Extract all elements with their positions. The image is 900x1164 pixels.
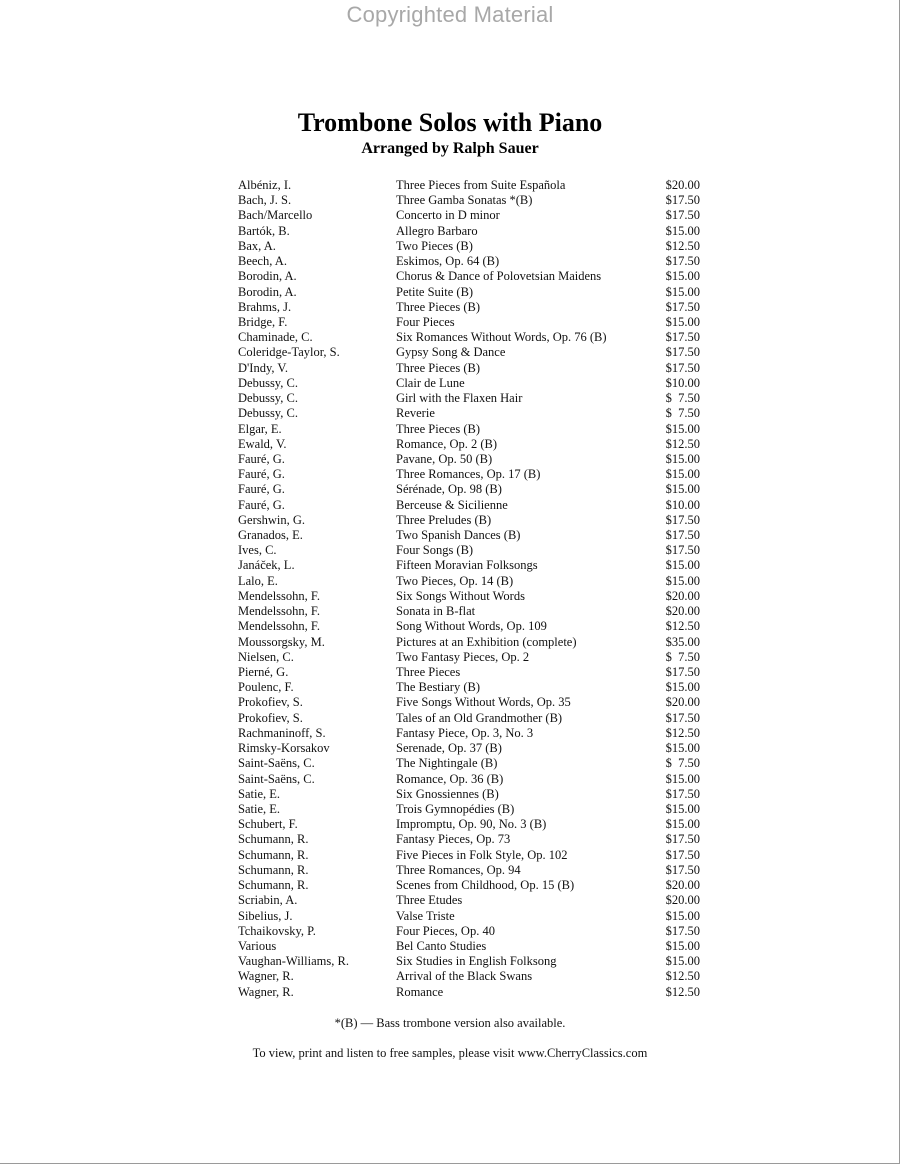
work-title: Four Pieces, Op. 40 (396, 923, 495, 938)
work-title: Three Preludes (B) (396, 512, 492, 527)
composer-name: Lalo, E. (238, 573, 278, 588)
work-title: Three Pieces from Suite Española (396, 178, 566, 192)
catalog-row (238, 269, 702, 284)
work-title: Four Songs (B) (396, 543, 474, 558)
composer-name: Vaughan-Williams, R. (238, 954, 349, 969)
work-title: Bel Canto Studies (396, 938, 487, 953)
work-title: Two Pieces (B) (396, 238, 473, 253)
price: $20.00 (665, 893, 700, 908)
work-title: Serenade, Op. 37 (B) (396, 741, 502, 756)
catalog-row (238, 802, 702, 817)
composer-name: Mendelssohn, F. (238, 604, 320, 619)
price: $17.50 (665, 923, 700, 938)
price: $35.00 (665, 634, 700, 649)
price: $17.50 (665, 832, 700, 847)
price: $17.50 (665, 862, 700, 877)
price: $12.50 (665, 725, 700, 740)
work-title: Five Songs Without Words, Op. 35 (396, 695, 571, 710)
price: $15.00 (665, 938, 700, 953)
work-title: Six Songs Without Words (396, 588, 525, 603)
price: $20.00 (665, 878, 700, 893)
composer-name: Schumann, R. (238, 878, 309, 893)
price: $12.50 (665, 238, 700, 253)
composer-name: Granados, E. (238, 528, 303, 543)
price: $15.00 (665, 482, 700, 497)
work-title: Three Romances, Op. 94 (396, 862, 521, 877)
catalog-row (238, 924, 702, 939)
composer-name: Coleridge-Taylor, S. (238, 345, 340, 360)
price: $15.00 (665, 801, 700, 816)
work-title: Allegro Barbaro (396, 223, 478, 238)
catalog-list (238, 178, 702, 1000)
composer-name: Various (238, 938, 277, 953)
composer-name: Scriabin, A. (238, 893, 298, 908)
price: $15.00 (665, 451, 700, 466)
work-title: Girl with the Flaxen Hair (396, 391, 523, 406)
catalog-row (238, 330, 702, 345)
work-title: Pavane, Op. 50 (B) (396, 451, 493, 466)
composer-name: Ewald, V. (238, 436, 287, 451)
price: $15.00 (665, 817, 700, 832)
catalog-row (238, 361, 702, 376)
composer-name: Debussy, C. (238, 406, 298, 421)
composer-name: Borodin, A. (238, 284, 297, 299)
catalog-row (238, 604, 702, 619)
price: $17.50 (665, 710, 700, 725)
work-title: Sérénade, Op. 98 (B) (396, 482, 502, 497)
price: $20.00 (665, 588, 700, 603)
catalog-row (238, 650, 702, 665)
price: $17.50 (665, 254, 700, 269)
catalog-row (238, 954, 702, 969)
price: $ 7.50 (665, 391, 700, 406)
work-title: Gypsy Song & Dance (396, 345, 506, 360)
catalog-row (238, 285, 702, 300)
catalog-row (238, 452, 702, 467)
price: $17.50 (665, 528, 700, 543)
catalog-row (238, 254, 702, 269)
composer-name: Mendelssohn, F. (238, 588, 320, 603)
price: $20.00 (665, 604, 700, 619)
price: $17.50 (665, 330, 700, 345)
work-title: Arrival of the Black Swans (396, 969, 533, 984)
catalog-row (238, 726, 702, 741)
work-title: Romance, Op. 36 (B) (396, 771, 504, 786)
composer-name: Saint-Saëns, C. (238, 756, 315, 771)
price: $15.00 (665, 421, 700, 436)
price: $17.50 (665, 345, 700, 360)
composer-name: Nielsen, C. (238, 649, 294, 664)
price: $ 7.50 (665, 649, 700, 664)
catalog-row (238, 376, 702, 391)
price: $17.50 (665, 360, 700, 375)
composer-name: Brahms, J. (238, 299, 292, 314)
price: $15.00 (665, 269, 700, 284)
catalog-row (238, 665, 702, 680)
work-title: Petite Suite (B) (396, 284, 474, 299)
work-title: Eskimos, Op. 64 (B) (396, 254, 500, 269)
work-title: Sonata in B-flat (396, 604, 476, 619)
catalog-row (238, 193, 702, 208)
work-title: Three Pieces (B) (396, 299, 480, 314)
price: $17.50 (665, 512, 700, 527)
work-title: Valse Triste (396, 908, 455, 923)
work-title: Four Pieces (396, 314, 455, 329)
catalog-row (238, 893, 702, 908)
price: $15.00 (665, 680, 700, 695)
composer-name: Rachmaninoff, S. (238, 725, 326, 740)
price: $12.50 (665, 619, 700, 634)
work-title: Three Pieces (B) (396, 421, 480, 436)
composer-name: Wagner, R. (238, 984, 294, 999)
catalog-row (238, 406, 702, 421)
price: $17.50 (665, 208, 700, 223)
composer-name: Debussy, C. (238, 391, 298, 406)
work-title: Two Spanish Dances (B) (396, 528, 521, 543)
visit-note: To view, print and listen to free samples, please visit www.CherryClassics.com (252, 1046, 648, 1060)
price: $15.00 (665, 314, 700, 329)
catalog-row (238, 574, 702, 589)
work-title: Pictures at an Exhibition (complete) (396, 634, 577, 649)
catalog-row (238, 832, 702, 847)
work-title: Three Romances, Op. 17 (B) (396, 467, 541, 482)
composer-name: Prokofiev, S. (238, 710, 303, 725)
catalog-row (238, 680, 702, 695)
work-title: Three Etudes (396, 893, 463, 908)
catalog-row (238, 741, 702, 756)
catalog-row (238, 695, 702, 710)
composer-name: Bartók, B. (238, 223, 290, 238)
work-title: Tales of an Old Grandmother (B) (396, 710, 563, 725)
composer-name: Bax, A. (238, 238, 276, 253)
price: $15.00 (665, 908, 700, 923)
composer-name: Satie, E. (238, 801, 281, 816)
price: $15.00 (665, 741, 700, 756)
catalog-row (238, 635, 702, 650)
work-title: Scenes from Childhood, Op. 15 (B) (396, 878, 575, 893)
price: $17.50 (665, 299, 700, 314)
work-title: Five Pieces in Folk Style, Op. 102 (396, 847, 568, 862)
work-title: Romance (396, 984, 444, 999)
work-title: Berceuse & Sicilienne (396, 497, 508, 512)
composer-name: Saint-Saëns, C. (238, 771, 315, 786)
composer-name: Pierné, G. (238, 665, 289, 679)
price: $ 7.50 (665, 756, 700, 771)
price: $15.00 (665, 771, 700, 786)
price: $17.50 (665, 847, 700, 862)
catalog-row (238, 711, 702, 726)
catalog-row (238, 756, 702, 771)
composer-name: Fauré, G. (238, 467, 285, 482)
catalog-row (238, 239, 702, 254)
catalog-row (238, 391, 702, 406)
price: $10.00 (665, 497, 700, 512)
composer-name: Schumann, R. (238, 832, 309, 847)
price: $17.50 (665, 193, 700, 208)
catalog-row (238, 467, 702, 482)
composer-name: Mendelssohn, F. (238, 619, 320, 634)
catalog-row (238, 208, 702, 223)
composer-name: Bridge, F. (238, 314, 288, 329)
work-title: Chorus & Dance of Polovetsian Maidens (396, 269, 602, 284)
catalog-row (238, 817, 702, 832)
catalog-row (238, 878, 702, 893)
catalog-row (238, 772, 702, 787)
price: $12.50 (665, 984, 700, 999)
composer-name: Moussorgsky, M. (238, 634, 325, 649)
composer-name: Albéniz, I. (238, 178, 292, 192)
composer-name: Janáček, L. (238, 558, 295, 573)
price: $20.00 (665, 178, 700, 192)
page-title: Trombone Solos with Piano (297, 108, 603, 137)
composer-name: Chaminade, C. (238, 330, 313, 345)
catalog-row (238, 315, 702, 330)
catalog-row (238, 482, 702, 497)
work-title: Three Pieces (396, 665, 461, 679)
work-title: Impromptu, Op. 90, No. 3 (B) (396, 817, 547, 832)
price: $17.50 (665, 786, 700, 801)
footnote: *(B) — Bass trombone version also available. (334, 1016, 566, 1030)
price: $15.00 (665, 954, 700, 969)
work-title: Reverie (396, 406, 435, 421)
composer-name: Gershwin, G. (238, 512, 306, 527)
work-title: Fantasy Piece, Op. 3, No. 3 (396, 725, 534, 740)
catalog-row (238, 528, 702, 543)
catalog-row (238, 589, 702, 604)
work-title: Two Pieces, Op. 14 (B) (396, 573, 514, 588)
work-title: Concerto in D minor (396, 208, 500, 223)
price: $12.50 (665, 969, 700, 984)
catalog-row (238, 909, 702, 924)
composer-name: Wagner, R. (238, 969, 294, 984)
composer-name: Prokofiev, S. (238, 695, 303, 710)
work-title: Three Gamba Sonatas *(B) (396, 193, 533, 208)
price: $15.00 (665, 467, 700, 482)
copyright-watermark: Copyrighted Material (346, 2, 554, 27)
catalog-row (238, 848, 702, 863)
work-title: Romance, Op. 2 (B) (396, 436, 498, 451)
work-title: Fifteen Moravian Folksongs (396, 558, 538, 573)
work-title: Six Romances Without Words, Op. 76 (B) (396, 330, 607, 345)
catalog-row (238, 543, 702, 558)
work-title: Trois Gymnopédies (B) (396, 801, 515, 816)
catalog-row (238, 558, 702, 573)
composer-name: Sibelius, J. (238, 908, 293, 923)
work-title: Clair de Lune (396, 375, 465, 390)
composer-name: Bach/Marcello (238, 208, 313, 223)
catalog-row (238, 863, 702, 878)
composer-name: Borodin, A. (238, 269, 297, 284)
work-title: The Bestiary (B) (396, 680, 481, 695)
work-title: Fantasy Pieces, Op. 73 (396, 832, 511, 847)
catalog-row (238, 224, 702, 239)
catalog-row (238, 619, 702, 634)
composer-name: Schumann, R. (238, 862, 309, 877)
price: $15.00 (665, 223, 700, 238)
catalog-row (238, 787, 702, 802)
work-title: Three Pieces (B) (396, 360, 480, 375)
catalog-row (238, 985, 702, 1000)
catalog-row (238, 422, 702, 437)
price: $15.00 (665, 573, 700, 588)
composer-name: Fauré, G. (238, 482, 285, 497)
composer-name: Schubert, F. (238, 817, 298, 832)
catalog-row (238, 498, 702, 513)
work-title: The Nightingale (B) (396, 756, 498, 771)
price: $10.00 (665, 375, 700, 390)
price: $17.50 (665, 665, 700, 679)
composer-name: Bach, J. S. (238, 193, 292, 208)
composer-name: Tchaikovsky, P. (238, 923, 316, 938)
work-title: Six Studies in English Folksong (396, 954, 557, 969)
work-title: Two Fantasy Pieces, Op. 2 (396, 649, 530, 664)
composer-name: Rimsky-Korsakov (238, 741, 330, 756)
catalog-row (238, 437, 702, 452)
composer-name: Beech, A. (238, 254, 287, 269)
price: $15.00 (665, 284, 700, 299)
work-title: Six Gnossiennes (B) (396, 786, 499, 801)
composer-name: Fauré, G. (238, 497, 285, 512)
page-subtitle: Arranged by Ralph Sauer (361, 140, 539, 157)
catalog-row (238, 178, 702, 193)
composer-name: Fauré, G. (238, 451, 285, 466)
catalog-row (238, 513, 702, 528)
price: $15.00 (665, 558, 700, 573)
composer-name: Satie, E. (238, 786, 281, 801)
composer-name: Schumann, R. (238, 847, 309, 862)
catalog-row (238, 969, 702, 984)
composer-name: Elgar, E. (238, 421, 282, 436)
composer-name: Debussy, C. (238, 375, 298, 390)
composer-name: Ives, C. (238, 543, 277, 558)
composer-name: Poulenc, F. (238, 680, 294, 695)
composer-name: D'Indy, V. (238, 360, 288, 375)
price: $ 7.50 (665, 406, 700, 421)
catalog-row (238, 345, 702, 360)
catalog-row (238, 300, 702, 315)
price: $20.00 (665, 695, 700, 710)
catalog-row (238, 939, 702, 954)
work-title: Song Without Words, Op. 109 (396, 619, 547, 634)
price: $17.50 (665, 543, 700, 558)
price: $12.50 (665, 436, 700, 451)
